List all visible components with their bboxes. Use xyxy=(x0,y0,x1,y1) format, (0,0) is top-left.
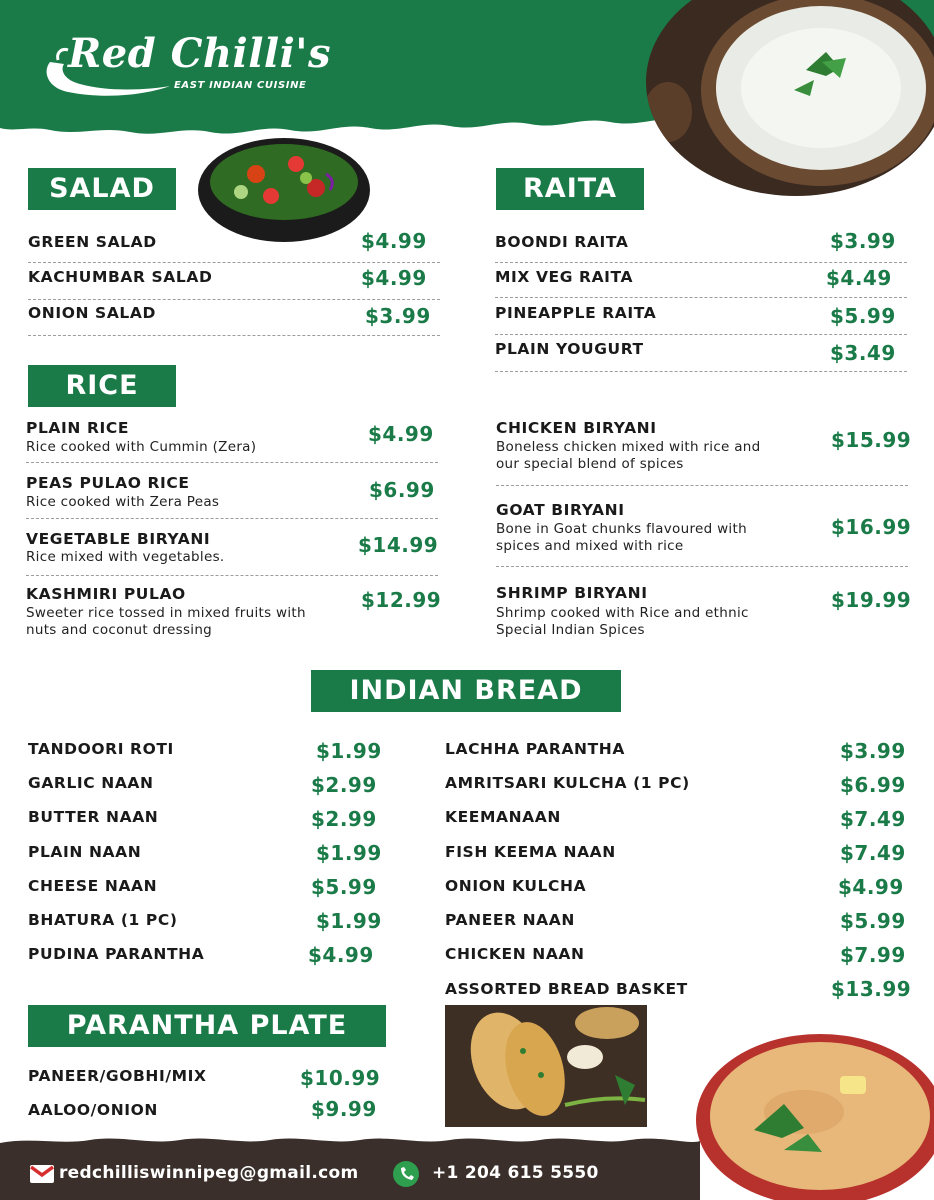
divider xyxy=(26,518,438,519)
menu-item-name: FISH KEEMA NAAN xyxy=(445,843,616,861)
divider xyxy=(26,462,438,463)
menu-item-price: $19.99 xyxy=(831,588,912,612)
menu-item-price: $6.99 xyxy=(369,478,435,502)
menu-item-description: nuts and coconut dressing xyxy=(26,622,213,638)
menu-item-price: $5.99 xyxy=(840,909,906,933)
menu-item-description: Rice cooked with Cummin (Zera) xyxy=(26,439,257,455)
menu-item-name: GARLIC NAAN xyxy=(28,774,154,792)
footer xyxy=(0,1135,934,1200)
contact-email[interactable]: redchilliswinnipeg@gmail.com xyxy=(59,1163,359,1183)
menu-item-name: PANEER NAAN xyxy=(445,911,575,929)
brand-name: Red Chilli's xyxy=(68,30,332,77)
parantha-plate-section-title: PARANTHA PLATE xyxy=(28,1005,386,1047)
menu-item-price: $5.99 xyxy=(830,304,896,328)
mail-icon xyxy=(30,1165,54,1183)
divider xyxy=(28,299,440,300)
menu-item-name: BUTTER NAAN xyxy=(28,808,159,826)
menu-item-name: PUDINA PARANTHA xyxy=(28,945,205,963)
menu-item-price: $7.49 xyxy=(840,841,906,865)
menu-item-description: Rice cooked with Zera Peas xyxy=(26,494,220,510)
menu-item-description: our special blend of spices xyxy=(496,456,684,472)
menu-item-price: $12.99 xyxy=(361,588,442,612)
menu-item-name: SHRIMP BIRYANI xyxy=(496,584,648,602)
header xyxy=(0,0,934,150)
menu-item-name: CHICKEN NAAN xyxy=(445,945,585,963)
menu-item-name: CHICKEN BIRYANI xyxy=(496,419,657,437)
menu-item-name: AMRITSARI KULCHA (1 PC) xyxy=(445,774,690,792)
menu-item-name: AALOO/ONION xyxy=(28,1101,158,1119)
rice-section-title: RICE xyxy=(28,365,176,407)
menu-item-price: $9.99 xyxy=(311,1097,377,1121)
indian-bread-section-title: INDIAN BREAD xyxy=(311,670,621,712)
menu-item-price: $3.99 xyxy=(830,229,896,253)
menu-item-name: LACHHA PARANTHA xyxy=(445,740,625,758)
menu-item-name: PANEER/GOBHI/MIX xyxy=(28,1067,207,1085)
menu-item-name: ONION KULCHA xyxy=(445,877,587,895)
menu-item-description: Boneless chicken mixed with rice and xyxy=(496,439,761,455)
menu-item-price: $2.99 xyxy=(311,773,377,797)
menu-item-price: $4.99 xyxy=(361,266,427,290)
menu-item-description: Shrimp cooked with Rice and ethnic xyxy=(496,605,749,621)
menu-item-price: $13.99 xyxy=(831,977,912,1001)
salad-bowl-photo xyxy=(196,134,372,244)
divider xyxy=(496,485,908,486)
menu-item-name: GREEN SALAD xyxy=(28,233,157,251)
menu-item-price: $10.99 xyxy=(300,1066,381,1090)
menu-item-name: KACHUMBAR SALAD xyxy=(28,268,213,286)
divider xyxy=(28,262,440,263)
menu-item-price: $4.49 xyxy=(826,266,892,290)
menu-item-name: PLAIN NAAN xyxy=(28,843,142,861)
menu-item-name: TANDOORI ROTI xyxy=(28,740,174,758)
menu-item-price: $1.99 xyxy=(316,909,382,933)
raita-bowl-photo xyxy=(646,0,934,196)
menu-item-name: PLAIN RICE xyxy=(26,419,130,437)
menu-item-name: MIX VEG RAITA xyxy=(495,268,634,286)
phone-icon xyxy=(393,1161,419,1187)
menu-item-name: KEEMANAAN xyxy=(445,808,561,826)
menu-item-price: $3.49 xyxy=(830,341,896,365)
divider xyxy=(495,297,907,298)
menu-item-price: $14.99 xyxy=(358,533,439,557)
menu-item-price: $1.99 xyxy=(316,841,382,865)
divider xyxy=(495,334,907,335)
menu-item-price: $4.99 xyxy=(308,943,374,967)
brand-tagline: EAST INDIAN CUISINE xyxy=(174,80,307,91)
menu-item-name: PINEAPPLE RAITA xyxy=(495,304,657,322)
menu-item-price: $7.99 xyxy=(840,943,906,967)
menu-item-name: ONION SALAD xyxy=(28,304,156,322)
menu-item-name: PEAS PULAO RICE xyxy=(26,474,190,492)
contact-phone[interactable]: +1 204 615 5550 xyxy=(432,1163,599,1183)
menu-item-name: VEGETABLE BIRYANI xyxy=(26,530,211,548)
menu-item-description: Rice mixed with vegetables. xyxy=(26,549,225,565)
menu-item-description: Bone in Goat chunks flavoured with xyxy=(496,521,747,537)
menu-item-price: $2.99 xyxy=(311,807,377,831)
menu-item-name: GOAT BIRYANI xyxy=(496,501,625,519)
menu-item-price: $16.99 xyxy=(831,515,912,539)
menu-item-price: $7.49 xyxy=(840,807,906,831)
menu-item-price: $3.99 xyxy=(365,304,431,328)
divider xyxy=(28,335,440,336)
menu-item-name: BOONDI RAITA xyxy=(495,233,629,251)
divider xyxy=(495,262,907,263)
menu-item-price: $15.99 xyxy=(831,428,912,452)
menu-item-price: $4.99 xyxy=(368,422,434,446)
menu-item-description: spices and mixed with rice xyxy=(496,538,684,554)
menu-item-price: $4.99 xyxy=(361,229,427,253)
raita-section-title: RAITA xyxy=(496,168,644,210)
menu-item-price: $3.99 xyxy=(840,739,906,763)
menu-item-price: $1.99 xyxy=(316,739,382,763)
menu-item-price: $5.99 xyxy=(311,875,377,899)
menu-item-name: KASHMIRI PULAO xyxy=(26,585,186,603)
menu-item-name: PLAIN YOUGURT xyxy=(495,340,644,358)
menu-item-name: ASSORTED BREAD BASKET xyxy=(445,980,688,998)
menu-item-description: Sweeter rice tossed in mixed fruits with xyxy=(26,605,306,621)
menu-item-price: $4.99 xyxy=(838,875,904,899)
divider xyxy=(26,575,438,576)
divider xyxy=(496,566,908,567)
salad-section-title: SALAD xyxy=(28,168,176,210)
naan-platter-photo xyxy=(445,1005,647,1127)
menu-item-description: Special Indian Spices xyxy=(496,622,645,638)
menu-item-name: BHATURA (1 PC) xyxy=(28,911,178,929)
divider xyxy=(495,371,907,372)
menu-item-price: $6.99 xyxy=(840,773,906,797)
menu-item-name: CHEESE NAAN xyxy=(28,877,158,895)
